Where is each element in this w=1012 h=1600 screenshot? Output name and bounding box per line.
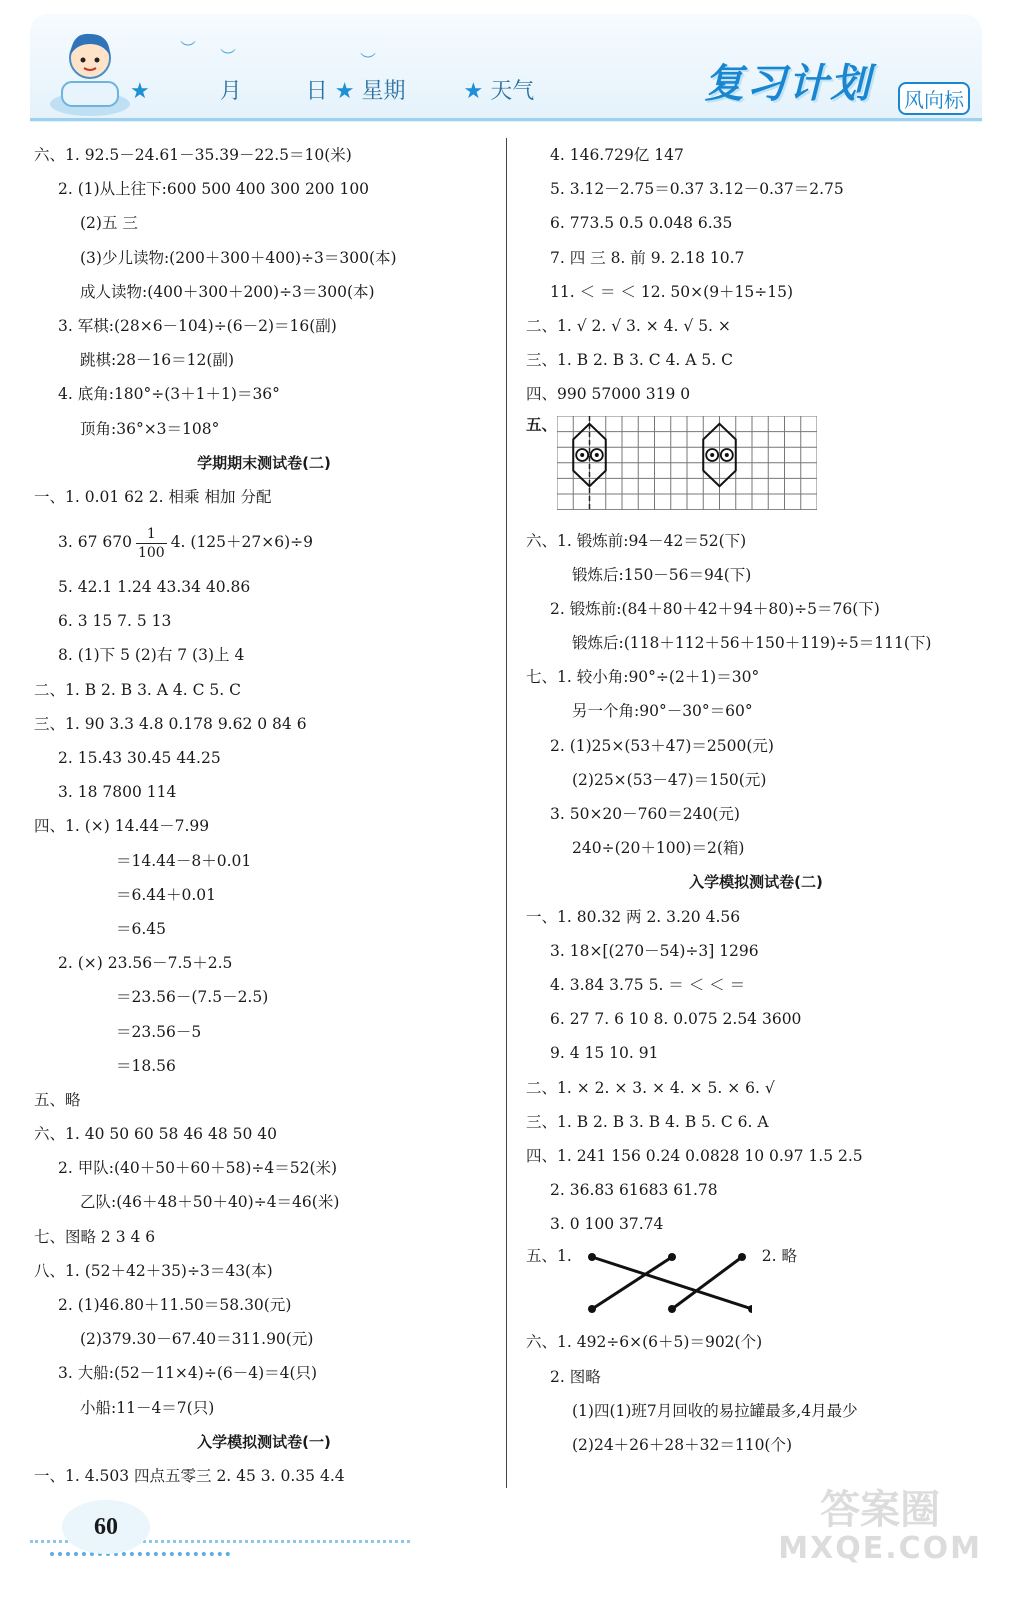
answer-line: 2. (1)46.80＋11.50＝58.30(元) <box>58 1296 292 1314</box>
answer-line: 五、略 <box>34 1090 81 1109</box>
answer-line: ＝6.44＋0.01 <box>116 885 217 904</box>
answer-text: 3. 67 670 <box>58 533 132 552</box>
star-icon: ★ <box>463 79 484 104</box>
bird-icon: ︶ <box>180 39 197 58</box>
answer-line: 2. (1)从上往下:600 500 400 300 200 100 <box>58 180 370 199</box>
page-header <box>30 14 982 122</box>
answer-line: 4. 3.84 3.75 5. ＝ ＜ ＜ ＝ <box>550 975 746 994</box>
day-label: 日 <box>305 79 328 104</box>
answer-line: (2)五 三 <box>80 214 138 233</box>
answer-line: 六、1. 锻炼前:94－42＝52(下) <box>526 531 747 550</box>
answer-line: (2)24＋26＋28＋32＝110(个) <box>572 1436 793 1454</box>
answer-line: 一、1. 0.01 62 2. 相乘 相加 分配 <box>34 487 272 506</box>
answer-line: 六、1. 492÷6×(6＋5)＝902(个) <box>526 1333 763 1352</box>
section-title: 入学模拟测试卷(二) <box>689 873 823 892</box>
answer-line: 顶角:36°×3＝108° <box>80 419 220 438</box>
answer-line: 小船:11－4＝7(只) <box>80 1398 215 1417</box>
answer-text: 4. (125＋27×6)÷9 <box>170 533 314 552</box>
answer-line: ＝14.44－8＋0.01 <box>116 851 252 870</box>
answer-line: 跳棋:28－16＝12(副) <box>80 351 234 370</box>
answer-line: 2. 36.83 61683 61.78 <box>550 1181 718 1200</box>
answer-line: 3. 18 7800 114 <box>58 783 177 802</box>
answer-line: 240÷(20＋100)＝2(箱) <box>572 839 745 858</box>
answer-line: 二、1. √ 2. √ 3. × 4. √ 5. × <box>526 316 731 335</box>
star-icon: ★ <box>334 79 355 104</box>
answer-line: 二、1. × 2. × 3. × 4. × 5. × 6. √ <box>526 1078 775 1097</box>
section-title: 入学模拟测试卷(一) <box>197 1432 331 1451</box>
answer-line <box>526 1241 986 1325</box>
star-icon: ★ <box>130 79 150 104</box>
answer-line: 3. 0 100 37.74 <box>550 1215 664 1234</box>
left-column <box>34 138 494 1493</box>
watermark-url: MXQE.COM <box>778 1531 982 1566</box>
answer-line: 另一个角:90°－30°＝60° <box>572 702 753 721</box>
answer-line: 2. 锻炼前:(84＋80＋42＋94＋80)÷5＝76(下) <box>550 599 880 618</box>
answer-line: 一、1. 80.32 两 2. 3.20 4.56 <box>526 907 741 926</box>
answer-line: 2. (1)25×(53＋47)＝2500(元) <box>550 736 774 755</box>
answer-line: 2. 图略 <box>550 1367 601 1386</box>
answer-line: ＝6.45 <box>116 919 167 938</box>
answer-line: 3. 军棋:(28×6－104)÷(6－2)＝16(副) <box>58 316 337 335</box>
fraction <box>136 525 167 562</box>
answer-line: 成人读物:(400＋300＋200)÷3＝300(本) <box>80 282 375 301</box>
answer-line: 六、1. 92.5－24.61－35.39－22.5＝10(米) <box>34 146 352 164</box>
section-title: 学期期末测试卷(二) <box>197 453 331 472</box>
weekday-label: 星期 <box>361 79 406 104</box>
answer-line <box>34 514 494 570</box>
answer-line: 四、1. 241 156 0.24 0.0828 10 0.97 1.5 2.5 <box>526 1146 863 1165</box>
answer-line: (3)少儿读物:(200＋300＋400)÷3＝300(本) <box>80 248 397 267</box>
answer-line: ＝18.56 <box>116 1056 176 1075</box>
watermark-logo <box>778 1488 982 1565</box>
answer-line: 三、1. 90 3.3 4.8 0.178 9.62 0 84 6 <box>34 714 307 733</box>
answer-line: 3. 大船:(52－11×4)÷(6－4)＝4(只) <box>58 1364 318 1383</box>
answer-line: 一、1. 4.503 四点五零三 2. 45 3. 0.35 4.4 <box>34 1466 345 1485</box>
fraction-numerator: 1 <box>136 525 167 544</box>
month-label: 月 <box>219 79 242 104</box>
answer-line: 6. 3 15 7. 5 13 <box>58 612 172 631</box>
answer-line: 三、1. B 2. B 3. B 4. B 5. C 6. A <box>526 1112 769 1131</box>
answer-line: (2)379.30－67.40＝311.90(元) <box>80 1330 314 1349</box>
answer-line: 乙队:(46＋48＋50＋40)÷4＝46(米) <box>80 1193 340 1212</box>
weather-label: 天气 <box>490 79 535 104</box>
answer-line: 5. 42.1 1.24 43.34 40.86 <box>58 578 251 597</box>
fraction-denominator: 100 <box>137 544 165 561</box>
answer-line: ＝23.56－(7.5－2.5) <box>116 988 269 1007</box>
answer-line: 4. 底角:180°÷(3＋1＋1)＝36° <box>58 385 280 404</box>
answer-line: 四、990 57000 319 0 <box>526 385 691 404</box>
answer-line: 8. (1)下 5 (2)右 7 (3)上 4 <box>58 646 245 665</box>
column-divider <box>506 138 507 1488</box>
bird-icon: ︶ <box>220 47 237 66</box>
answer-line: 四、1. (×) 14.44－7.99 <box>34 817 210 836</box>
answer-line: 三、1. B 2. B 3. C 4. A 5. C <box>526 351 733 370</box>
footer-decoration <box>50 1552 230 1556</box>
date-weather-strip <box>130 74 534 105</box>
bird-icon: ︶ <box>360 51 377 70</box>
brand-subtitle: 风向标 <box>898 82 970 115</box>
watermark-text: 答案圈 <box>820 1487 941 1533</box>
answer-text: 2. 略 <box>761 1247 798 1266</box>
page-number: 60 <box>62 1500 150 1554</box>
right-column <box>526 138 986 1462</box>
answer-line: 3. 50×20－760＝240(元) <box>550 805 740 823</box>
answer-line: 2. (×) 23.56－7.5＋2.5 <box>58 954 233 973</box>
symmetry-grid-figure <box>557 416 817 510</box>
answer-line: ＝23.56－5 <box>116 1022 202 1041</box>
answer-line: 5. 3.12－2.75＝0.37 3.12－0.37＝2.75 <box>550 180 844 199</box>
answer-line: 7. 四 三 8. 前 9. 2.18 10.7 <box>550 248 745 267</box>
answer-line: 6. 773.5 0.5 0.048 6.35 <box>550 214 733 233</box>
answer-line: 11. ＜ ＝ ＜ 12. 50×(9＋15÷15) <box>550 282 794 301</box>
answer-line: 二、1. B 2. B 3. A 4. C 5. C <box>34 680 241 699</box>
answer-line: 锻炼后:(118＋112＋56＋150＋119)÷5＝111(下) <box>572 634 932 653</box>
answer-line: 4. 146.729亿 147 <box>550 146 684 164</box>
brand-title: 复习计划 <box>704 61 872 107</box>
answer-line: 锻炼后:150－56＝94(下) <box>572 565 752 584</box>
answer-line: 八、1. (52＋42＋35)÷3＝43(本) <box>34 1261 273 1280</box>
answer-line: 六、1. 40 50 60 58 46 48 50 40 <box>34 1125 277 1144</box>
line-matching-figure <box>572 1251 752 1315</box>
answer-line: 9. 4 15 10. 91 <box>550 1044 659 1063</box>
answer-line <box>526 412 986 524</box>
answer-label: 五、 <box>526 414 558 434</box>
answer-line: 2. 甲队:(40＋50＋60＋58)÷4＝52(米) <box>58 1159 338 1178</box>
answer-line: 6. 27 7. 6 10 8. 0.075 2.54 3600 <box>550 1010 802 1029</box>
answer-line: 3. 18×[(270－54)÷3] 1296 <box>550 941 759 960</box>
header-divider <box>30 118 982 121</box>
answer-line: (1)四(1)班7月回收的易拉罐最多,4月最少 <box>572 1401 858 1420</box>
answer-line: 七、1. 较小角:90°÷(2＋1)＝30° <box>526 668 760 687</box>
answer-label: 五、1. <box>526 1247 572 1266</box>
answer-line: 2. 15.43 30.45 44.25 <box>58 749 221 767</box>
answer-line: (2)25×(53－47)＝150(元) <box>572 770 767 789</box>
answer-line: 七、图略 2 3 4 6 <box>34 1227 156 1246</box>
mascot-girl-icon <box>40 22 140 122</box>
